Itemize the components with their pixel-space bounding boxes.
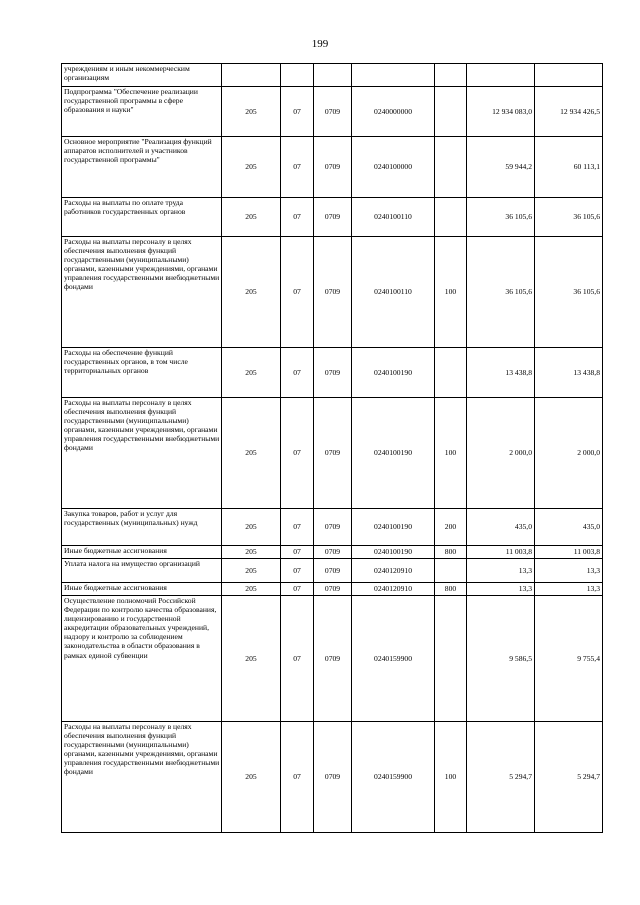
row-sum-year-2: 36 105,6: [535, 198, 603, 237]
row-sum-year-2: 13,3: [535, 559, 603, 583]
row-subsection-code: 0709: [314, 137, 352, 198]
row-expense-type: [435, 64, 467, 87]
row-sum-year-1: 9 586,5: [467, 596, 535, 722]
row-target-code: 0240100110: [352, 237, 435, 348]
row-sum-year-1: 36 105,6: [467, 237, 535, 348]
row-section-code: 07: [281, 559, 314, 583]
table-row: [62, 137, 603, 198]
row-name: Иные бюджетные ассигнования: [62, 546, 222, 559]
row-sum-year-2: 60 113,1: [535, 137, 603, 198]
row-admin-code: 205: [222, 87, 281, 137]
row-subsection-code: 0709: [314, 559, 352, 583]
table-row: [62, 596, 603, 722]
row-target-code: 0240120910: [352, 559, 435, 583]
row-sum-year-1: 435,0: [467, 509, 535, 546]
table-row: [62, 237, 603, 348]
row-expense-type: 100: [435, 398, 467, 509]
row-section-code: 07: [281, 583, 314, 596]
row-expense-type: 200: [435, 509, 467, 546]
row-subsection-code: 0709: [314, 596, 352, 722]
row-admin-code: 205: [222, 137, 281, 198]
table-row: [62, 509, 603, 546]
row-sum-year-2: 2 000,0: [535, 398, 603, 509]
row-section-code: 07: [281, 509, 314, 546]
row-sum-year-1: 11 003,8: [467, 546, 535, 559]
row-name: Уплата налога на имущество организаций: [62, 559, 222, 583]
row-subsection-code: 0709: [314, 198, 352, 237]
row-target-code: 0240120910: [352, 583, 435, 596]
row-section-code: 07: [281, 198, 314, 237]
row-target-code: 0240100110: [352, 198, 435, 237]
row-target-code: 0240159900: [352, 722, 435, 833]
row-target-code: 0240000000: [352, 87, 435, 137]
table-row: [62, 398, 603, 509]
table-row: [62, 198, 603, 237]
row-sum-year-2: 9 755,4: [535, 596, 603, 722]
row-sum-year-2: 13,3: [535, 583, 603, 596]
row-subsection-code: 0709: [314, 722, 352, 833]
row-target-code: 0240100190: [352, 546, 435, 559]
budget-table-body: [62, 64, 603, 833]
row-name: Основное мероприятие "Реализация функций аппаратов исполнителей и участников государственной программы": [62, 137, 222, 198]
row-sum-year-1: 36 105,6: [467, 198, 535, 237]
row-sum-year-1: 12 934 083,0: [467, 87, 535, 137]
row-target-code: [352, 64, 435, 87]
row-admin-code: 205: [222, 509, 281, 546]
table-row: [62, 348, 603, 398]
row-admin-code: 205: [222, 348, 281, 398]
row-section-code: 07: [281, 137, 314, 198]
row-sum-year-1: 2 000,0: [467, 398, 535, 509]
table-row: [62, 583, 603, 596]
row-name: Расходы на выплаты по оплате труда работников государственных органов: [62, 198, 222, 237]
row-admin-code: 205: [222, 237, 281, 348]
table-row: [62, 722, 603, 833]
row-expense-type: 800: [435, 583, 467, 596]
row-target-code: 0240100000: [352, 137, 435, 198]
row-sum-year-1: 59 944,2: [467, 137, 535, 198]
row-section-code: [281, 64, 314, 87]
row-expense-type: 800: [435, 546, 467, 559]
row-subsection-code: 0709: [314, 348, 352, 398]
row-expense-type: [435, 137, 467, 198]
table-row: [62, 64, 603, 87]
row-sum-year-1: 13 438,8: [467, 348, 535, 398]
row-sum-year-2: 11 003,8: [535, 546, 603, 559]
row-expense-type: [435, 559, 467, 583]
row-sum-year-2: [535, 64, 603, 87]
row-name: Расходы на выплаты персоналу в целях обеспечения выполнения функций государственными (муниципальными) органами, казенными учреждениями, органами управления государственными внебюджетными фондами: [62, 722, 222, 833]
row-name: Расходы на выплаты персоналу в целях обеспечения выполнения функций государственными (муниципальными) органами, казенными учреждениями, органами управления государственными внебюджетными фондами: [62, 237, 222, 348]
row-admin-code: 205: [222, 546, 281, 559]
row-section-code: 07: [281, 398, 314, 509]
row-section-code: 07: [281, 87, 314, 137]
row-sum-year-1: 13,3: [467, 583, 535, 596]
row-sum-year-1: 5 294,7: [467, 722, 535, 833]
row-name: Закупка товаров, работ и услуг для государственных (муниципальных) нужд: [62, 509, 222, 546]
row-admin-code: 205: [222, 559, 281, 583]
page-number: 199: [311, 38, 329, 50]
row-expense-type: [435, 596, 467, 722]
row-admin-code: 205: [222, 198, 281, 237]
row-admin-code: [222, 64, 281, 87]
row-name: Иные бюджетные ассигнования: [62, 583, 222, 596]
row-admin-code: 205: [222, 398, 281, 509]
row-admin-code: 205: [222, 583, 281, 596]
row-section-code: 07: [281, 722, 314, 833]
row-subsection-code: 0709: [314, 398, 352, 509]
row-sum-year-2: 36 105,6: [535, 237, 603, 348]
row-name: Подпрограмма "Обеспечение реализации государственной программы в сфере образования и науки": [62, 87, 222, 137]
row-name: учреждениям и иным некоммерческим организациям: [62, 64, 222, 87]
table-row: [62, 87, 603, 137]
budget-table: [61, 63, 603, 833]
row-subsection-code: 0709: [314, 546, 352, 559]
row-admin-code: 205: [222, 722, 281, 833]
row-admin-code: 205: [222, 596, 281, 722]
row-expense-type: 100: [435, 237, 467, 348]
row-target-code: 0240100190: [352, 509, 435, 546]
row-sum-year-2: 5 294,7: [535, 722, 603, 833]
row-name: Расходы на выплаты персоналу в целях обеспечения выполнения функций государственными (муниципальными) органами, казенными учреждениями, органами управления государственными внебюджетными фондами: [62, 398, 222, 509]
row-sum-year-2: 435,0: [535, 509, 603, 546]
row-subsection-code: [314, 64, 352, 87]
table-row: [62, 559, 603, 583]
table-row: [62, 546, 603, 559]
row-section-code: 07: [281, 596, 314, 722]
row-target-code: 0240100190: [352, 348, 435, 398]
row-target-code: 0240100190: [352, 398, 435, 509]
row-sum-year-2: 12 934 426,5: [535, 87, 603, 137]
row-sum-year-1: [467, 64, 535, 87]
row-target-code: 0240159900: [352, 596, 435, 722]
row-section-code: 07: [281, 348, 314, 398]
row-expense-type: 100: [435, 722, 467, 833]
row-expense-type: [435, 198, 467, 237]
row-section-code: 07: [281, 237, 314, 348]
row-expense-type: [435, 348, 467, 398]
row-sum-year-2: 13 438,8: [535, 348, 603, 398]
row-subsection-code: 0709: [314, 583, 352, 596]
row-name: Расходы на обеспечение функций государственных органов, в том числе территориальных органов: [62, 348, 222, 398]
row-sum-year-1: 13,3: [467, 559, 535, 583]
row-expense-type: [435, 87, 467, 137]
row-subsection-code: 0709: [314, 509, 352, 546]
row-section-code: 07: [281, 546, 314, 559]
row-subsection-code: 0709: [314, 237, 352, 348]
row-subsection-code: 0709: [314, 87, 352, 137]
row-name: Осуществление полномочий Российской Федерации по контролю качества образования, лицензированию и государственной аккредитации образовательных учреждений, надзору и контролю за соблюдением законодательства в области образования в рамках единой субвенции: [62, 596, 222, 722]
